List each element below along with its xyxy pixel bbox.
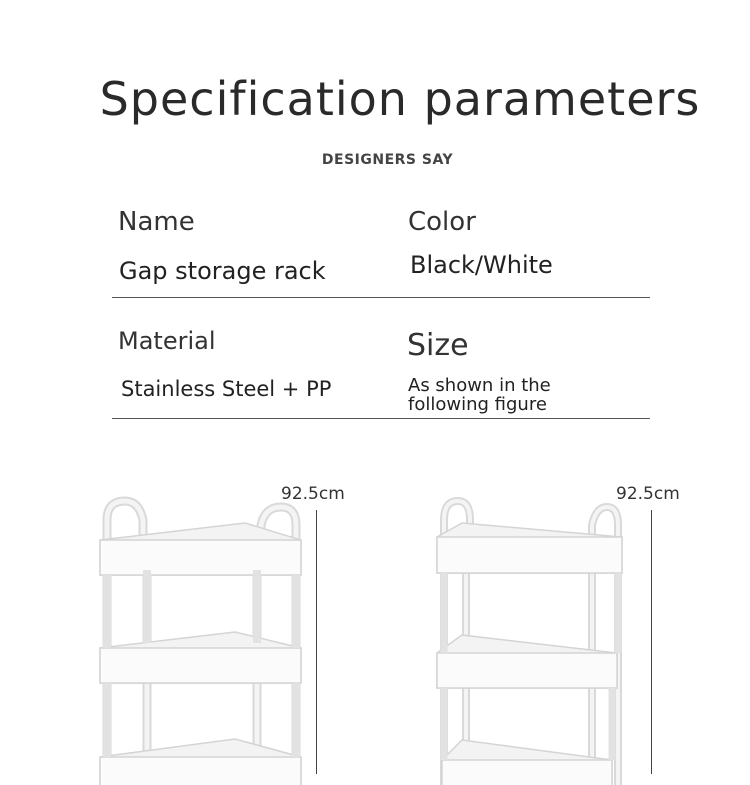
page-subtitle: DESIGNERS SAY bbox=[321, 152, 454, 168]
size-value: As shown in the following figure bbox=[408, 375, 551, 415]
size-label: Size bbox=[407, 328, 469, 363]
color-label: Color bbox=[408, 207, 476, 237]
material-value: Stainless Steel + PP bbox=[121, 377, 332, 401]
height-label-right: 92.5cm bbox=[616, 484, 680, 504]
height-label-left: 92.5cm bbox=[281, 484, 345, 504]
divider-top bbox=[112, 297, 650, 298]
divider-bottom bbox=[112, 418, 650, 419]
storage-rack-image-left bbox=[95, 495, 320, 785]
storage-rack-image-right bbox=[432, 495, 657, 785]
color-value: Black/White bbox=[410, 251, 553, 279]
name-value: Gap storage rack bbox=[119, 257, 326, 285]
name-label: Name bbox=[118, 207, 195, 237]
page-title: Specification parameters bbox=[99, 72, 701, 126]
material-label: Material bbox=[118, 327, 216, 355]
